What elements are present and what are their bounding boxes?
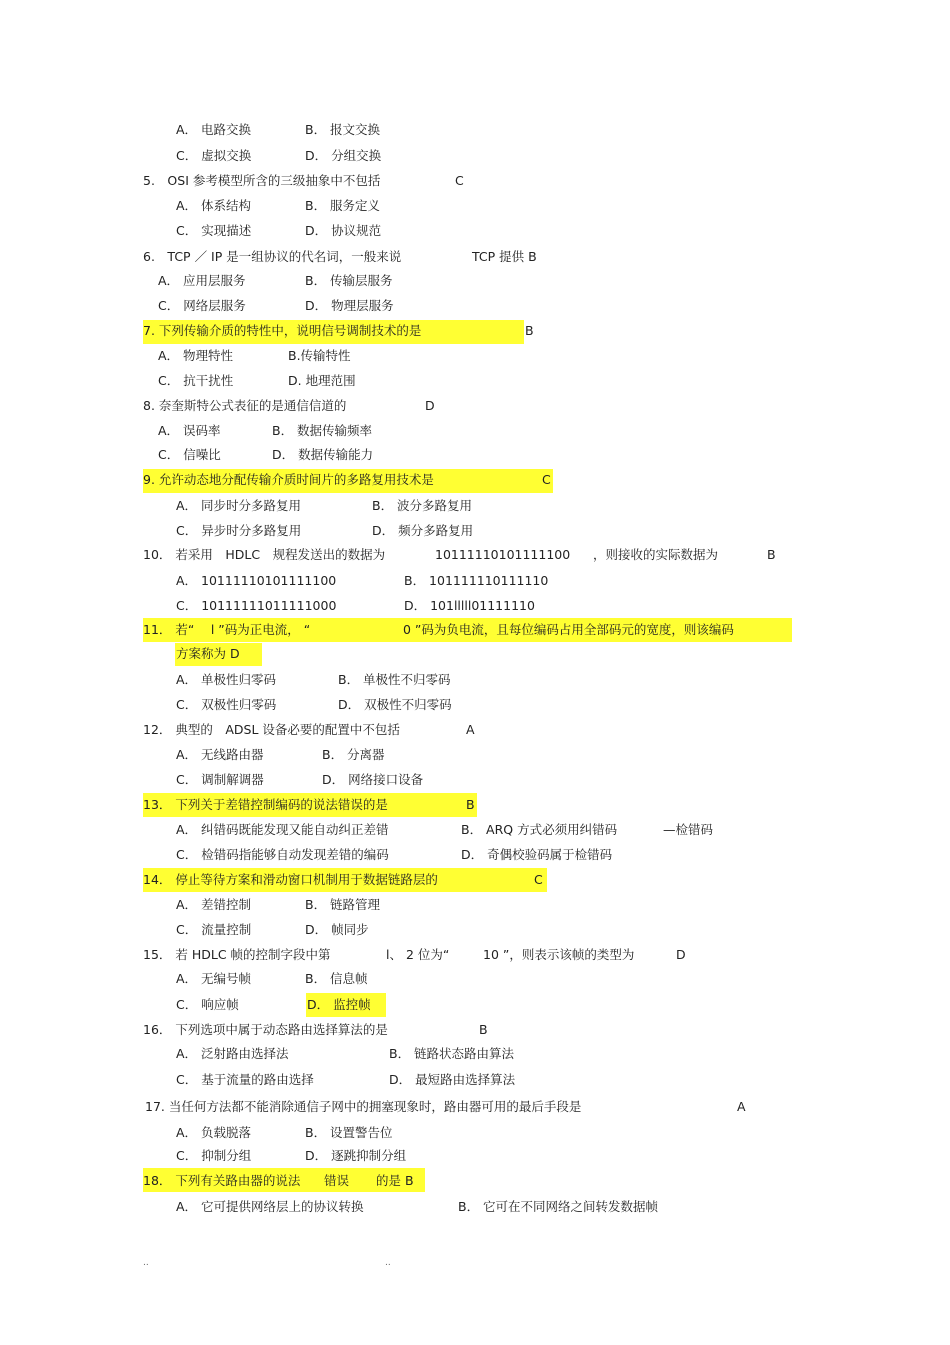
q11-option-a: A． 单极性归零码	[176, 672, 277, 687]
q13-answer: B	[466, 797, 475, 812]
q8-option-c: C． 信噪比	[158, 447, 221, 462]
q15-option-a: A． 无编号帧	[176, 971, 252, 986]
q9-option-a: A． 同步时分多路复用	[176, 498, 302, 513]
q13-option-c: C． 检错码指能够自动发现差错的编码	[176, 847, 389, 862]
q13-stem: 13． 下列关于差错控制编码的说法错误的是	[143, 797, 388, 812]
q15-option-b: B． 信息帧	[305, 971, 368, 986]
q5-option-d: D． 协议规范	[305, 223, 382, 238]
q10-answer: B	[767, 547, 776, 562]
q13-option-d: D． 奇偶校验码属于检错码	[461, 847, 613, 862]
q15-stem-3: 10 ”，则表示该帧的类型为	[483, 947, 635, 962]
q10-stem: 10． 若采用 HDLC 规程发送出的数据为	[143, 547, 386, 562]
q14-option-d: D． 帧同步	[305, 922, 369, 937]
q16-answer: B	[479, 1022, 488, 1037]
q18-stem-3: 的是 B	[376, 1173, 414, 1188]
q17-answer: A	[737, 1099, 746, 1114]
q4-option-c: C． 虚拟交换	[176, 148, 252, 163]
q11-stem: 11． 若“ l ”码为正电流， “	[143, 622, 311, 637]
q4-option-b: B． 报文交换	[305, 122, 381, 137]
q15-stem-2: l、 2 位为“	[386, 947, 450, 962]
q5-stem: 5. OSI 参考模型所含的三级抽象中不包括	[143, 173, 381, 188]
q7-option-a: A． 物理特性	[158, 348, 234, 363]
q10-option-c: C． 10111111011111000	[176, 598, 337, 613]
q5-option-c: C． 实现描述	[176, 223, 252, 238]
q18-option-b: B． 它可在不同网络之间转发数据帧	[458, 1199, 659, 1214]
q12-option-d: D． 网络接口设备	[322, 772, 424, 787]
q17-option-b: B． 设置警告位	[305, 1125, 393, 1140]
q12-answer: A	[466, 722, 475, 737]
q10-option-d: D． 101lllll01111110	[404, 598, 535, 613]
q6-option-a: A． 应用层服务	[158, 273, 246, 288]
q17-option-d: D． 逐跳抑制分组	[305, 1148, 407, 1163]
q10-stem-2: ，则接收的实际数据为	[593, 547, 719, 562]
q16-option-c: C． 基于流量的路由选择	[176, 1072, 314, 1087]
q7-option-b: B.传输特性	[288, 348, 351, 363]
q13-option-b: B． ARQ 方式必须用纠错码	[461, 822, 618, 837]
footer-left-mark: ..	[143, 1258, 149, 1268]
footer-right-mark: ..	[385, 1258, 391, 1268]
q14-stem: 14． 停止等待方案和滑动窗口机制用于数据链路层的	[143, 872, 438, 887]
q9-option-c: C． 异步时分多路复用	[176, 523, 302, 538]
q12-option-c: C． 调制解调器	[176, 772, 264, 787]
q11-stem-3: 方案称为 D	[176, 646, 240, 661]
q11-option-c: C． 双极性归零码	[176, 697, 277, 712]
q5-option-b: B． 服务定义	[305, 198, 381, 213]
q15-option-c: C． 响应帧	[176, 997, 239, 1012]
q17-option-a: A． 负载脱落	[176, 1125, 252, 1140]
q15-stem: 15． 若 HDLC 帧的控制字段中第	[143, 947, 331, 962]
q7-option-c: C． 抗干扰性	[158, 373, 234, 388]
q14-option-a: A． 差错控制	[176, 897, 252, 912]
q16-option-b: B． 链路状态路由算法	[389, 1046, 515, 1061]
q17-option-c: C． 抑制分组	[176, 1148, 252, 1163]
q8-answer: D	[425, 398, 435, 413]
q4-option-d: D． 分组交换	[305, 148, 382, 163]
q12-option-b: B． 分离器	[322, 747, 385, 762]
q9-option-b: B． 波分多路复用	[372, 498, 473, 513]
q7-option-d: D. 地理范围	[288, 373, 356, 388]
q14-option-c: C． 流量控制	[176, 922, 252, 937]
q16-option-d: D． 最短路由选择算法	[389, 1072, 516, 1087]
q12-option-a: A． 无线路由器	[176, 747, 264, 762]
q15-answer: D	[676, 947, 686, 962]
q4-option-a: A． 电路交换	[176, 122, 252, 137]
q6-option-b: B． 传输层服务	[305, 273, 393, 288]
q6-stem: 6. TCP ／ IP 是一组协议的代名词，一般来说	[143, 249, 402, 264]
q5-option-a: A． 体系结构	[176, 198, 252, 213]
q16-stem: 16． 下列选项中属于动态路由选择算法的是	[143, 1022, 388, 1037]
q13-option-a: A． 纠错码既能发现又能自动纠正差错	[176, 822, 389, 837]
q14-answer: C	[534, 872, 543, 887]
q12-stem: 12． 典型的 ADSL 设备必要的配置中不包括	[143, 722, 400, 737]
q6-option-d: D． 物理层服务	[305, 298, 394, 313]
q16-option-a: A． 泛射路由选择法	[176, 1046, 289, 1061]
q15-option-d: D． 监控帧	[307, 997, 371, 1012]
q18-stem: 18． 下列有关路由器的说法	[143, 1173, 301, 1188]
q13-option-b-2: —检错码	[663, 822, 714, 837]
q6-stem-2: TCP 提供 B	[472, 249, 537, 264]
q6-option-c: C． 网络层服务	[158, 298, 246, 313]
q8-option-a: A． 误码率	[158, 423, 221, 438]
q18-stem-2: 错误	[324, 1173, 350, 1188]
q14-option-b: B． 链路管理	[305, 897, 381, 912]
q9-answer: C	[542, 472, 551, 487]
q18-option-a: A． 它可提供网络层上的协议转换	[176, 1199, 364, 1214]
q8-option-b: B． 数据传输频率	[272, 423, 373, 438]
q10-option-a: A． 10111110101111100	[176, 573, 337, 588]
q8-option-d: D． 数据传输能力	[272, 447, 374, 462]
q9-stem: 9. 允许动态地分配传输介质时间片的多路复用技术是	[143, 472, 434, 487]
q10-data: 10111110101111100	[435, 547, 571, 562]
q11-option-b: B． 单极性不归零码	[338, 672, 451, 687]
q9-option-d: D． 频分多路复用	[372, 523, 474, 538]
q7-answer: B	[525, 323, 534, 338]
q11-stem-2: 0 ”码为负电流，且每位编码占用全部码元的宽度，则该编码	[403, 622, 734, 637]
q8-stem: 8. 奈奎斯特公式表征的是通信信道的	[143, 398, 347, 413]
q5-answer: C	[455, 173, 464, 188]
q17-stem: 17. 当任何方法都不能消除通信子网中的拥塞现象时，路由器可用的最后手段是	[145, 1099, 582, 1114]
q7-stem: 7. 下列传输介质的特性中，说明信号调制技术的是	[143, 323, 422, 338]
q11-option-d: D． 双极性不归零码	[338, 697, 452, 712]
q10-option-b: B． 101111110111110	[404, 573, 549, 588]
